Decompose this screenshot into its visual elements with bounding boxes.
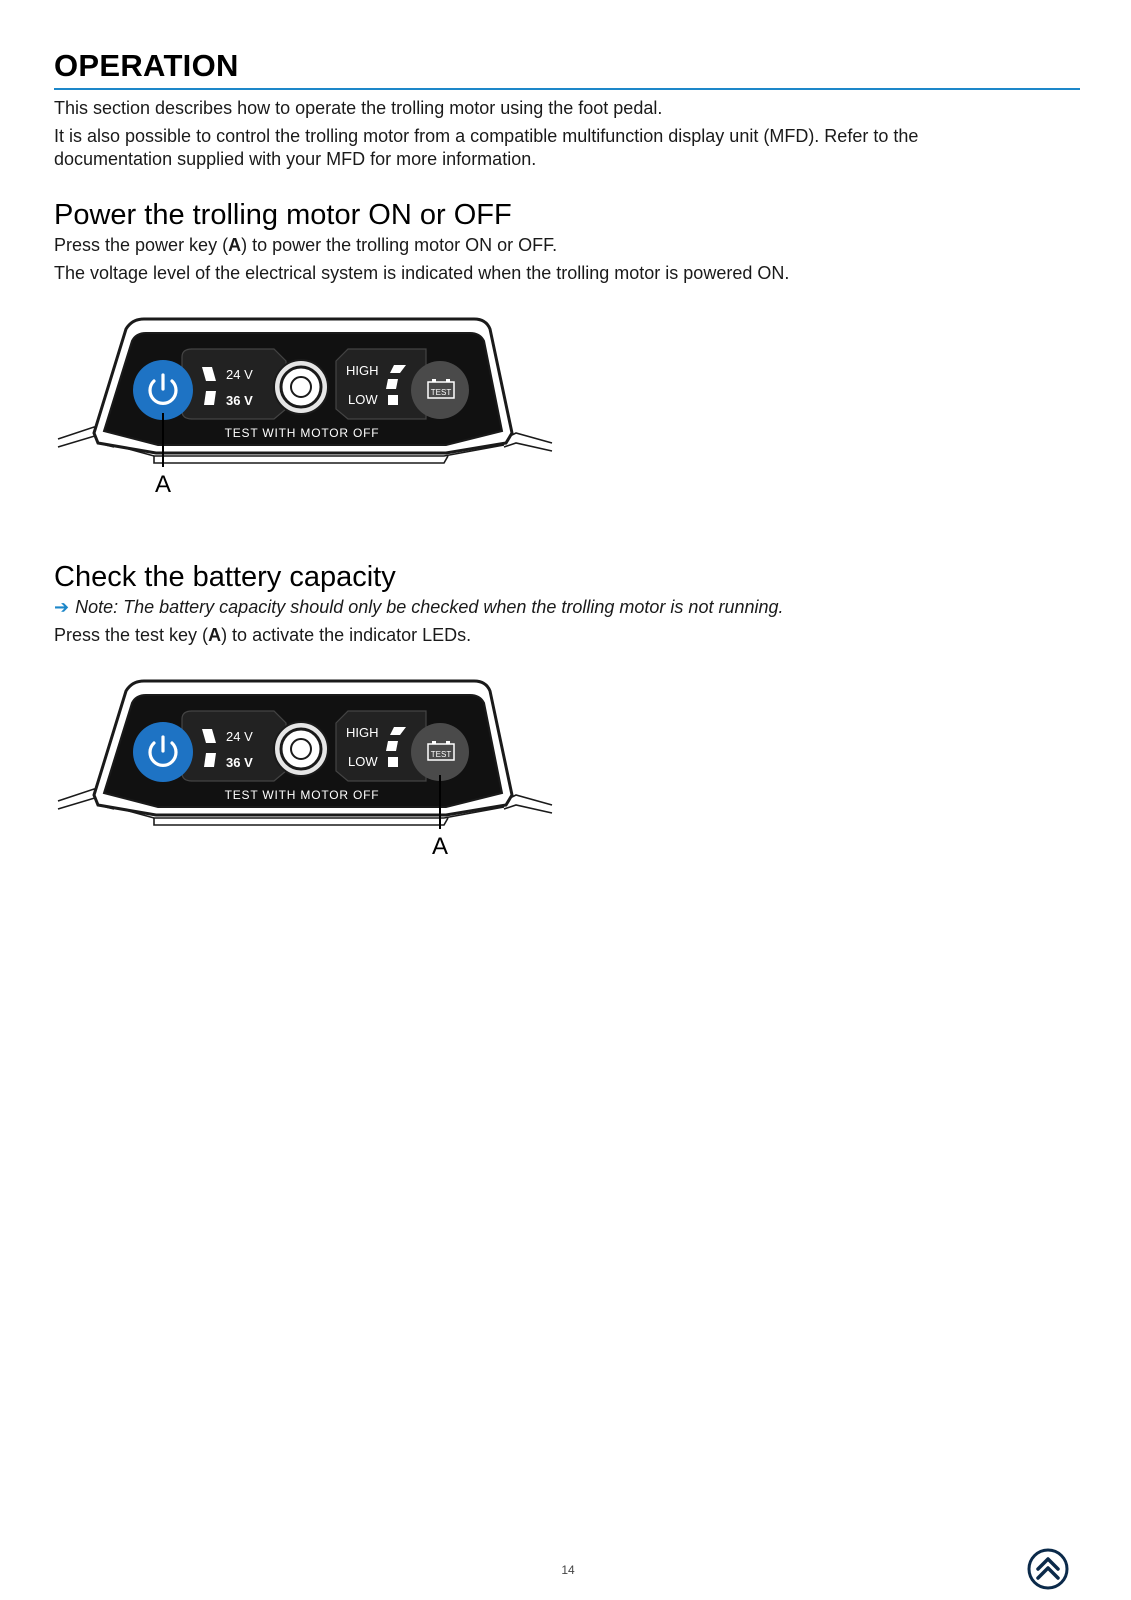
section-title: OPERATION [54, 48, 239, 83]
power-instruction-key: A [228, 235, 242, 255]
test-label: TEST [430, 750, 452, 759]
foot-pedal-figure-power [54, 315, 574, 515]
intro-paragraph-2-line-1: It is also possible to control the trolling motor from a compatible multifunction display unit (MFD). Refer to the [54, 126, 919, 146]
voltage-pill [182, 349, 286, 419]
battery-note [54, 596, 784, 619]
label-24v: 24 V [226, 367, 253, 382]
led-capacity-3 [388, 757, 398, 767]
foot-pedal-figure-test [54, 677, 574, 877]
note-label: Note: [75, 597, 119, 617]
callout-letter: A [154, 471, 172, 498]
battery-icon [428, 379, 454, 398]
page-number: 14 [561, 1563, 575, 1577]
callout-letter: A [431, 833, 449, 860]
label-low: LOW [348, 754, 378, 769]
power-heading: Power the trolling motor ON or OFF [54, 199, 512, 231]
arrow-right-icon: ➔ [54, 597, 70, 617]
label-36v: 36 V [226, 755, 253, 770]
led-capacity-3 [388, 395, 398, 405]
intro-paragraph-1: This section describes how to operate the trolling motor using the foot pedal. [54, 98, 663, 118]
center-knob [274, 360, 328, 414]
intro-paragraph-2-line-2: documentation supplied with your MFD for more information. [54, 149, 537, 169]
bottom-label: TEST WITH MOTOR OFF [224, 426, 380, 440]
battery-instruction [54, 624, 471, 647]
power-button[interactable] [133, 360, 193, 420]
title-divider [54, 88, 1080, 90]
label-high: HIGH [346, 725, 379, 740]
led-36v [204, 753, 216, 767]
power-instruction [54, 234, 557, 257]
led-capacity-2 [386, 379, 398, 389]
power-instruction-post: ) to power the trolling motor ON or OFF. [241, 235, 558, 255]
battery-heading: Check the battery capacity [54, 561, 396, 593]
label-low: LOW [348, 392, 378, 407]
power-button[interactable] [133, 722, 193, 782]
power-instruction-pre: Press the power key ( [54, 235, 229, 255]
voltage-description: The voltage level of the electrical system is indicated when the trolling motor is powered ON. [54, 263, 790, 283]
label-high: HIGH [346, 363, 379, 378]
test-button[interactable] [411, 723, 469, 781]
led-capacity-2 [386, 741, 398, 751]
battery-instruction-key: A [208, 625, 222, 645]
test-button[interactable] [411, 361, 469, 419]
led-36v [204, 391, 216, 405]
intro-paragraph-2 [54, 125, 918, 171]
bottom-label: TEST WITH MOTOR OFF [224, 788, 380, 802]
battery-icon [428, 741, 454, 760]
center-knob [274, 722, 328, 776]
voltage-pill [182, 711, 286, 781]
battery-instruction-pre: Press the test key ( [54, 625, 209, 645]
label-24v: 24 V [226, 729, 253, 744]
test-label: TEST [430, 388, 452, 397]
battery-instruction-post: ) to activate the indicator LEDs. [221, 625, 472, 645]
label-36v: 36 V [226, 393, 253, 408]
back-to-top-button[interactable] [1026, 1547, 1070, 1591]
note-text: The battery capacity should only be checked when the trolling motor is not running. [118, 597, 784, 617]
